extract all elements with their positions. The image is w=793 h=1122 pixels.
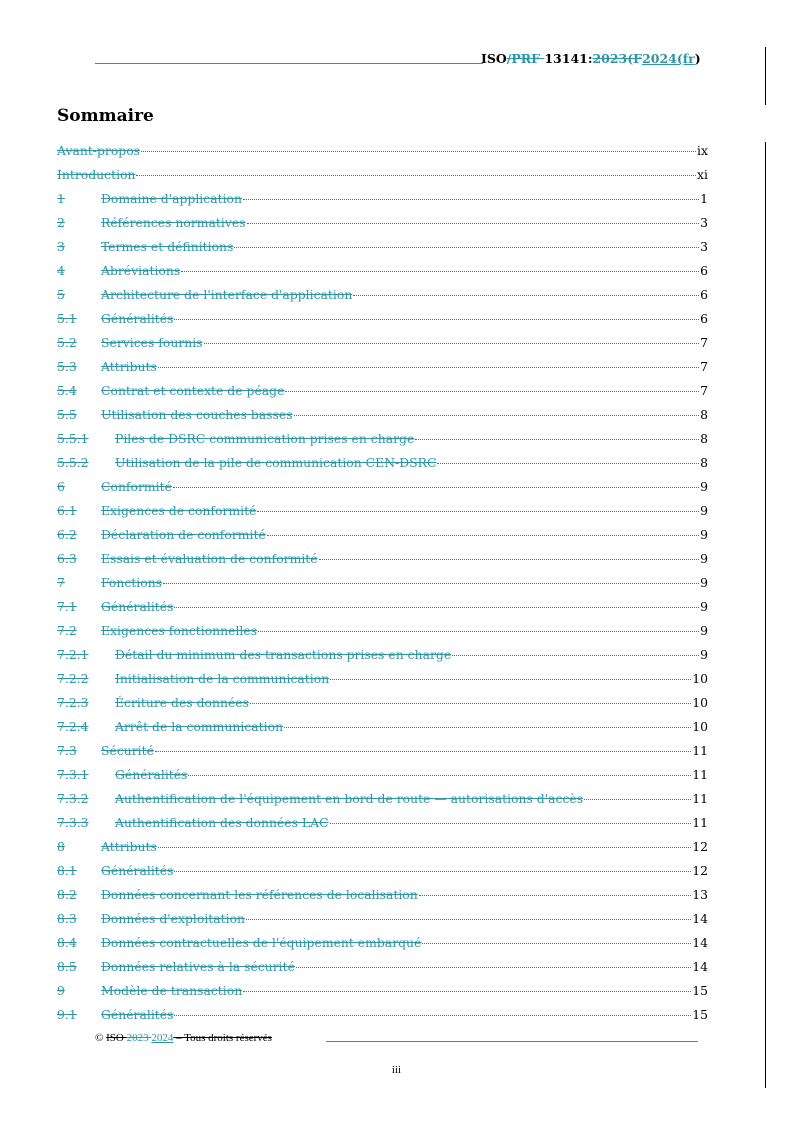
toc-leader-dots	[155, 751, 691, 752]
toc-entry-number: 7.3.3	[57, 815, 89, 830]
header-number: 13141:	[544, 51, 593, 66]
toc-entry-title: Attributs	[101, 359, 157, 374]
toc-leader-dots	[452, 655, 699, 656]
toc-entry-page: 14	[692, 935, 708, 950]
toc-entry[interactable]	[57, 431, 708, 455]
toc-entry-page: 9	[700, 551, 708, 566]
toc-entry-title: Données concernant les références de localisation	[101, 887, 418, 902]
toc-entry-title: Modèle de transaction	[101, 983, 243, 998]
header-inserted-year: 2024(fr	[642, 51, 695, 66]
toc-entry-page: 9	[700, 623, 708, 638]
toc-entry[interactable]	[57, 767, 708, 791]
toc-entry-number: 8.5	[57, 959, 77, 974]
toc-entry-number: 6.2	[57, 527, 77, 542]
toc-entry-number: 7.3	[57, 743, 77, 758]
toc-entry[interactable]	[57, 647, 708, 671]
toc-entry[interactable]	[57, 287, 708, 311]
toc-leader-dots	[250, 703, 691, 704]
toc-leader-dots	[319, 559, 700, 560]
toc-leader-dots	[296, 967, 691, 968]
toc-entry-page: 12	[692, 839, 708, 854]
copyright-footer	[95, 1032, 272, 1044]
toc-entry-title: Authentification de l'équipement en bord de route — autorisations d'accès	[115, 791, 584, 806]
toc-entry-page: 11	[692, 791, 708, 806]
toc-entry-page: 9	[700, 479, 708, 494]
toc-leader-dots	[158, 367, 699, 368]
toc-entry[interactable]	[57, 167, 708, 191]
toc-entry-title: Exigences fonctionnelles	[101, 623, 258, 638]
toc-leader-dots	[188, 775, 691, 776]
toc-entry-page: 15	[692, 983, 708, 998]
toc-entry-page: 14	[692, 911, 708, 926]
toc-entry-page: 7	[700, 335, 708, 350]
toc-entry-page: 11	[692, 743, 708, 758]
toc-entry-page: 10	[692, 695, 708, 710]
toc-entry[interactable]	[57, 839, 708, 863]
toc-entry[interactable]	[57, 263, 708, 287]
toc-entry-title: Exigences de conformité	[101, 503, 257, 518]
toc-entry[interactable]	[57, 239, 708, 263]
toc-leader-dots	[415, 439, 699, 440]
toc-leader-dots	[234, 247, 699, 248]
toc-entry-title: Sécurité	[101, 743, 154, 758]
toc-entry-title: Contrat et contexte de péage	[101, 383, 285, 398]
toc-entry-page: 6	[700, 311, 708, 326]
toc-entry-number: 5.5.1	[57, 431, 89, 446]
toc-entry-title: Utilisation des couches basses	[101, 407, 293, 422]
toc-entry[interactable]	[57, 695, 708, 719]
toc-entry-number: 5	[57, 287, 65, 302]
footer-iso: ISO	[106, 1032, 127, 1044]
toc-entry[interactable]	[57, 191, 708, 215]
page-number: iii	[391, 1064, 402, 1076]
toc-entry-page: 9	[700, 527, 708, 542]
page-title: Sommaire	[57, 106, 154, 126]
toc-entry[interactable]	[57, 335, 708, 359]
document-reference	[481, 51, 701, 66]
toc-entry-title: Abréviations	[101, 263, 181, 278]
toc-leader-dots	[163, 583, 699, 584]
toc-entry-page: 10	[692, 671, 708, 686]
toc-entry[interactable]	[57, 935, 708, 959]
toc-entry-number: 7.2.4	[57, 719, 89, 734]
toc-entry-page: 9	[700, 599, 708, 614]
toc-entry-number: 6.3	[57, 551, 77, 566]
toc-entry-page: 8	[700, 455, 708, 470]
toc-entry-title: Authentification des données LAC	[115, 815, 329, 830]
footer-deleted-year: 2023	[126, 1032, 152, 1044]
copyright-symbol: ©	[95, 1032, 107, 1044]
toc-entry[interactable]	[57, 311, 708, 335]
toc-entry-number: 5.3	[57, 359, 77, 374]
change-bar-main	[765, 142, 766, 1088]
toc-entry[interactable]	[57, 575, 708, 599]
toc-entry-page: 6	[700, 287, 708, 302]
toc-leader-dots	[330, 823, 692, 824]
toc-entry[interactable]	[57, 479, 708, 503]
table-of-contents	[57, 143, 708, 1031]
header-iso: ISO	[481, 51, 507, 66]
toc-entry-title: Généralités	[101, 1007, 174, 1022]
toc-entry-page: 9	[700, 503, 708, 518]
toc-leader-dots	[257, 511, 699, 512]
toc-entry-title: Références normatives	[101, 215, 246, 230]
toc-leader-dots	[247, 223, 700, 224]
toc-entry-number: 7.1	[57, 599, 77, 614]
toc-leader-dots	[173, 487, 699, 488]
toc-entry-number: 7.3.1	[57, 767, 89, 782]
toc-leader-dots	[158, 847, 691, 848]
toc-entry-number: 5.1	[57, 311, 77, 326]
toc-leader-dots	[584, 799, 691, 800]
toc-entry[interactable]	[57, 215, 708, 239]
change-bar-top	[765, 47, 766, 105]
toc-entry-page: 1	[700, 191, 708, 206]
toc-entry-page: 8	[700, 407, 708, 422]
toc-entry-title: Essais et évaluation de conformité	[101, 551, 318, 566]
toc-entry-number: 5.5.2	[57, 455, 89, 470]
toc-entry-number: 7.2.1	[57, 647, 89, 662]
toc-entry-number: 7.2.2	[57, 671, 89, 686]
toc-leader-dots	[284, 727, 691, 728]
toc-leader-dots	[181, 271, 699, 272]
toc-leader-dots	[437, 463, 699, 464]
toc-entry-number: 8.4	[57, 935, 77, 950]
toc-entry-title: Données d'exploitation	[101, 911, 246, 926]
toc-entry-page: 12	[692, 863, 708, 878]
toc-entry-title: Termes et définitions	[101, 239, 234, 254]
toc-entry-number: 3	[57, 239, 65, 254]
toc-entry-page: 7	[700, 383, 708, 398]
toc-entry[interactable]	[57, 503, 708, 527]
toc-entry-number: 5.5	[57, 407, 77, 422]
header-close-paren: )	[694, 51, 701, 66]
toc-leader-dots	[422, 943, 691, 944]
toc-leader-dots	[353, 295, 699, 296]
toc-entry-number: 6	[57, 479, 65, 494]
toc-entry[interactable]	[57, 959, 708, 983]
toc-entry-number: 8	[57, 839, 65, 854]
toc-entry-page: 10	[692, 719, 708, 734]
toc-entry-number: 5.4	[57, 383, 77, 398]
toc-entry-page: 7	[700, 359, 708, 374]
toc-entry-number: 9	[57, 983, 65, 998]
toc-entry-number: 9.1	[57, 1007, 77, 1022]
footer-rights: – Tous droits réservés	[173, 1032, 272, 1044]
toc-leader-dots	[174, 319, 699, 320]
toc-entry-number: 8.1	[57, 863, 77, 878]
toc-entry-number: 6.1	[57, 503, 77, 518]
toc-entry-page: 15	[692, 1007, 708, 1022]
toc-entry-title: Domaine d'application	[101, 191, 242, 206]
toc-entry-title: Déclaration de conformité	[101, 527, 266, 542]
toc-entry[interactable]	[57, 383, 708, 407]
toc-entry[interactable]	[57, 551, 708, 575]
toc-entry-page: 8	[700, 431, 708, 446]
toc-entry-title: Généralités	[101, 599, 174, 614]
toc-entry[interactable]	[57, 359, 708, 383]
toc-entry-number: 4	[57, 263, 65, 278]
toc-entry-page: ix	[697, 143, 708, 158]
toc-leader-dots	[243, 199, 699, 200]
toc-entry-page: 13	[692, 887, 708, 902]
toc-leader-dots	[294, 415, 700, 416]
toc-entry-page: xi	[697, 167, 708, 182]
toc-entry-title: Généralités	[101, 311, 174, 326]
toc-entry-title: Services fournis	[101, 335, 203, 350]
toc-leader-dots	[258, 631, 699, 632]
toc-entry-page: 9	[700, 575, 708, 590]
toc-entry-title: Généralités	[101, 863, 174, 878]
toc-entry-title: Conformité	[101, 479, 172, 494]
toc-entry-page: 6	[700, 263, 708, 278]
toc-entry[interactable]	[57, 407, 708, 431]
toc-entry-page: 14	[692, 959, 708, 974]
toc-leader-dots	[204, 343, 700, 344]
toc-entry-title: Introduction	[57, 167, 136, 182]
toc-leader-dots	[267, 535, 699, 536]
toc-entry[interactable]	[57, 623, 708, 647]
header-rule	[95, 63, 483, 64]
toc-entry-page: 11	[692, 767, 708, 782]
toc-entry-title: Architecture de l'interface d'application	[101, 287, 353, 302]
toc-leader-dots	[285, 391, 699, 392]
toc-entry-number: 2	[57, 215, 65, 230]
toc-leader-dots	[243, 991, 691, 992]
toc-entry-title: Utilisation de la pile de communication CEN-DSRC	[115, 455, 437, 470]
toc-entry[interactable]	[57, 887, 708, 911]
toc-entry[interactable]	[57, 599, 708, 623]
toc-entry[interactable]	[57, 719, 708, 743]
toc-entry-number: 7.2.3	[57, 695, 89, 710]
toc-leader-dots	[330, 679, 691, 680]
toc-leader-dots	[174, 607, 699, 608]
toc-entry-title: Arrêt de la communication	[115, 719, 284, 734]
toc-entry-title: Écriture des données	[115, 695, 249, 710]
toc-entry-title: Avant-propos	[57, 143, 141, 158]
toc-entry[interactable]	[57, 1007, 708, 1031]
toc-leader-dots	[419, 895, 691, 896]
toc-entry-title: Initialisation de la communication	[115, 671, 330, 686]
toc-entry[interactable]	[57, 863, 708, 887]
toc-leader-dots	[246, 919, 691, 920]
toc-entry[interactable]	[57, 983, 708, 1007]
toc-leader-dots	[174, 871, 691, 872]
toc-entry-number: 5.2	[57, 335, 77, 350]
toc-entry-number: 8.3	[57, 911, 77, 926]
toc-entry-number: 7.2	[57, 623, 77, 638]
toc-entry-title: Attributs	[101, 839, 157, 854]
toc-entry-number: 8.2	[57, 887, 77, 902]
toc-entry-title: Données relatives à la sécurité	[101, 959, 295, 974]
toc-entry[interactable]	[57, 143, 708, 167]
toc-entry-title: Données contractuelles de l'équipement embarqué	[101, 935, 422, 950]
toc-entry[interactable]	[57, 671, 708, 695]
toc-entry[interactable]	[57, 743, 708, 767]
toc-entry-title: Détail du minimum des transactions prises en charge	[115, 647, 452, 662]
toc-entry-number: 7.3.2	[57, 791, 89, 806]
header-deleted-year: 2023(F	[592, 51, 643, 66]
toc-entry[interactable]	[57, 527, 708, 551]
toc-entry-number: 7	[57, 575, 65, 590]
toc-leader-dots	[136, 175, 696, 176]
toc-entry[interactable]	[57, 911, 708, 935]
footer-inserted-year: 2024	[151, 1032, 174, 1044]
toc-entry-page: 3	[700, 239, 708, 254]
toc-entry-number: 1	[57, 191, 65, 206]
toc-entry-title: Fonctions	[101, 575, 163, 590]
toc-entry-page: 9	[700, 647, 708, 662]
toc-entry-page: 11	[692, 815, 708, 830]
footer-rule	[326, 1041, 698, 1042]
header-deleted-prf: /PRF	[506, 51, 545, 66]
toc-leader-dots	[174, 1015, 691, 1016]
toc-entry[interactable]	[57, 455, 708, 479]
toc-entry[interactable]	[57, 791, 708, 815]
toc-entry-title: Piles de DSRC communication prises en charge	[115, 431, 415, 446]
toc-entry-page: 3	[700, 215, 708, 230]
toc-entry-title: Généralités	[115, 767, 188, 782]
toc-entry[interactable]	[57, 815, 708, 839]
toc-leader-dots	[141, 151, 696, 152]
